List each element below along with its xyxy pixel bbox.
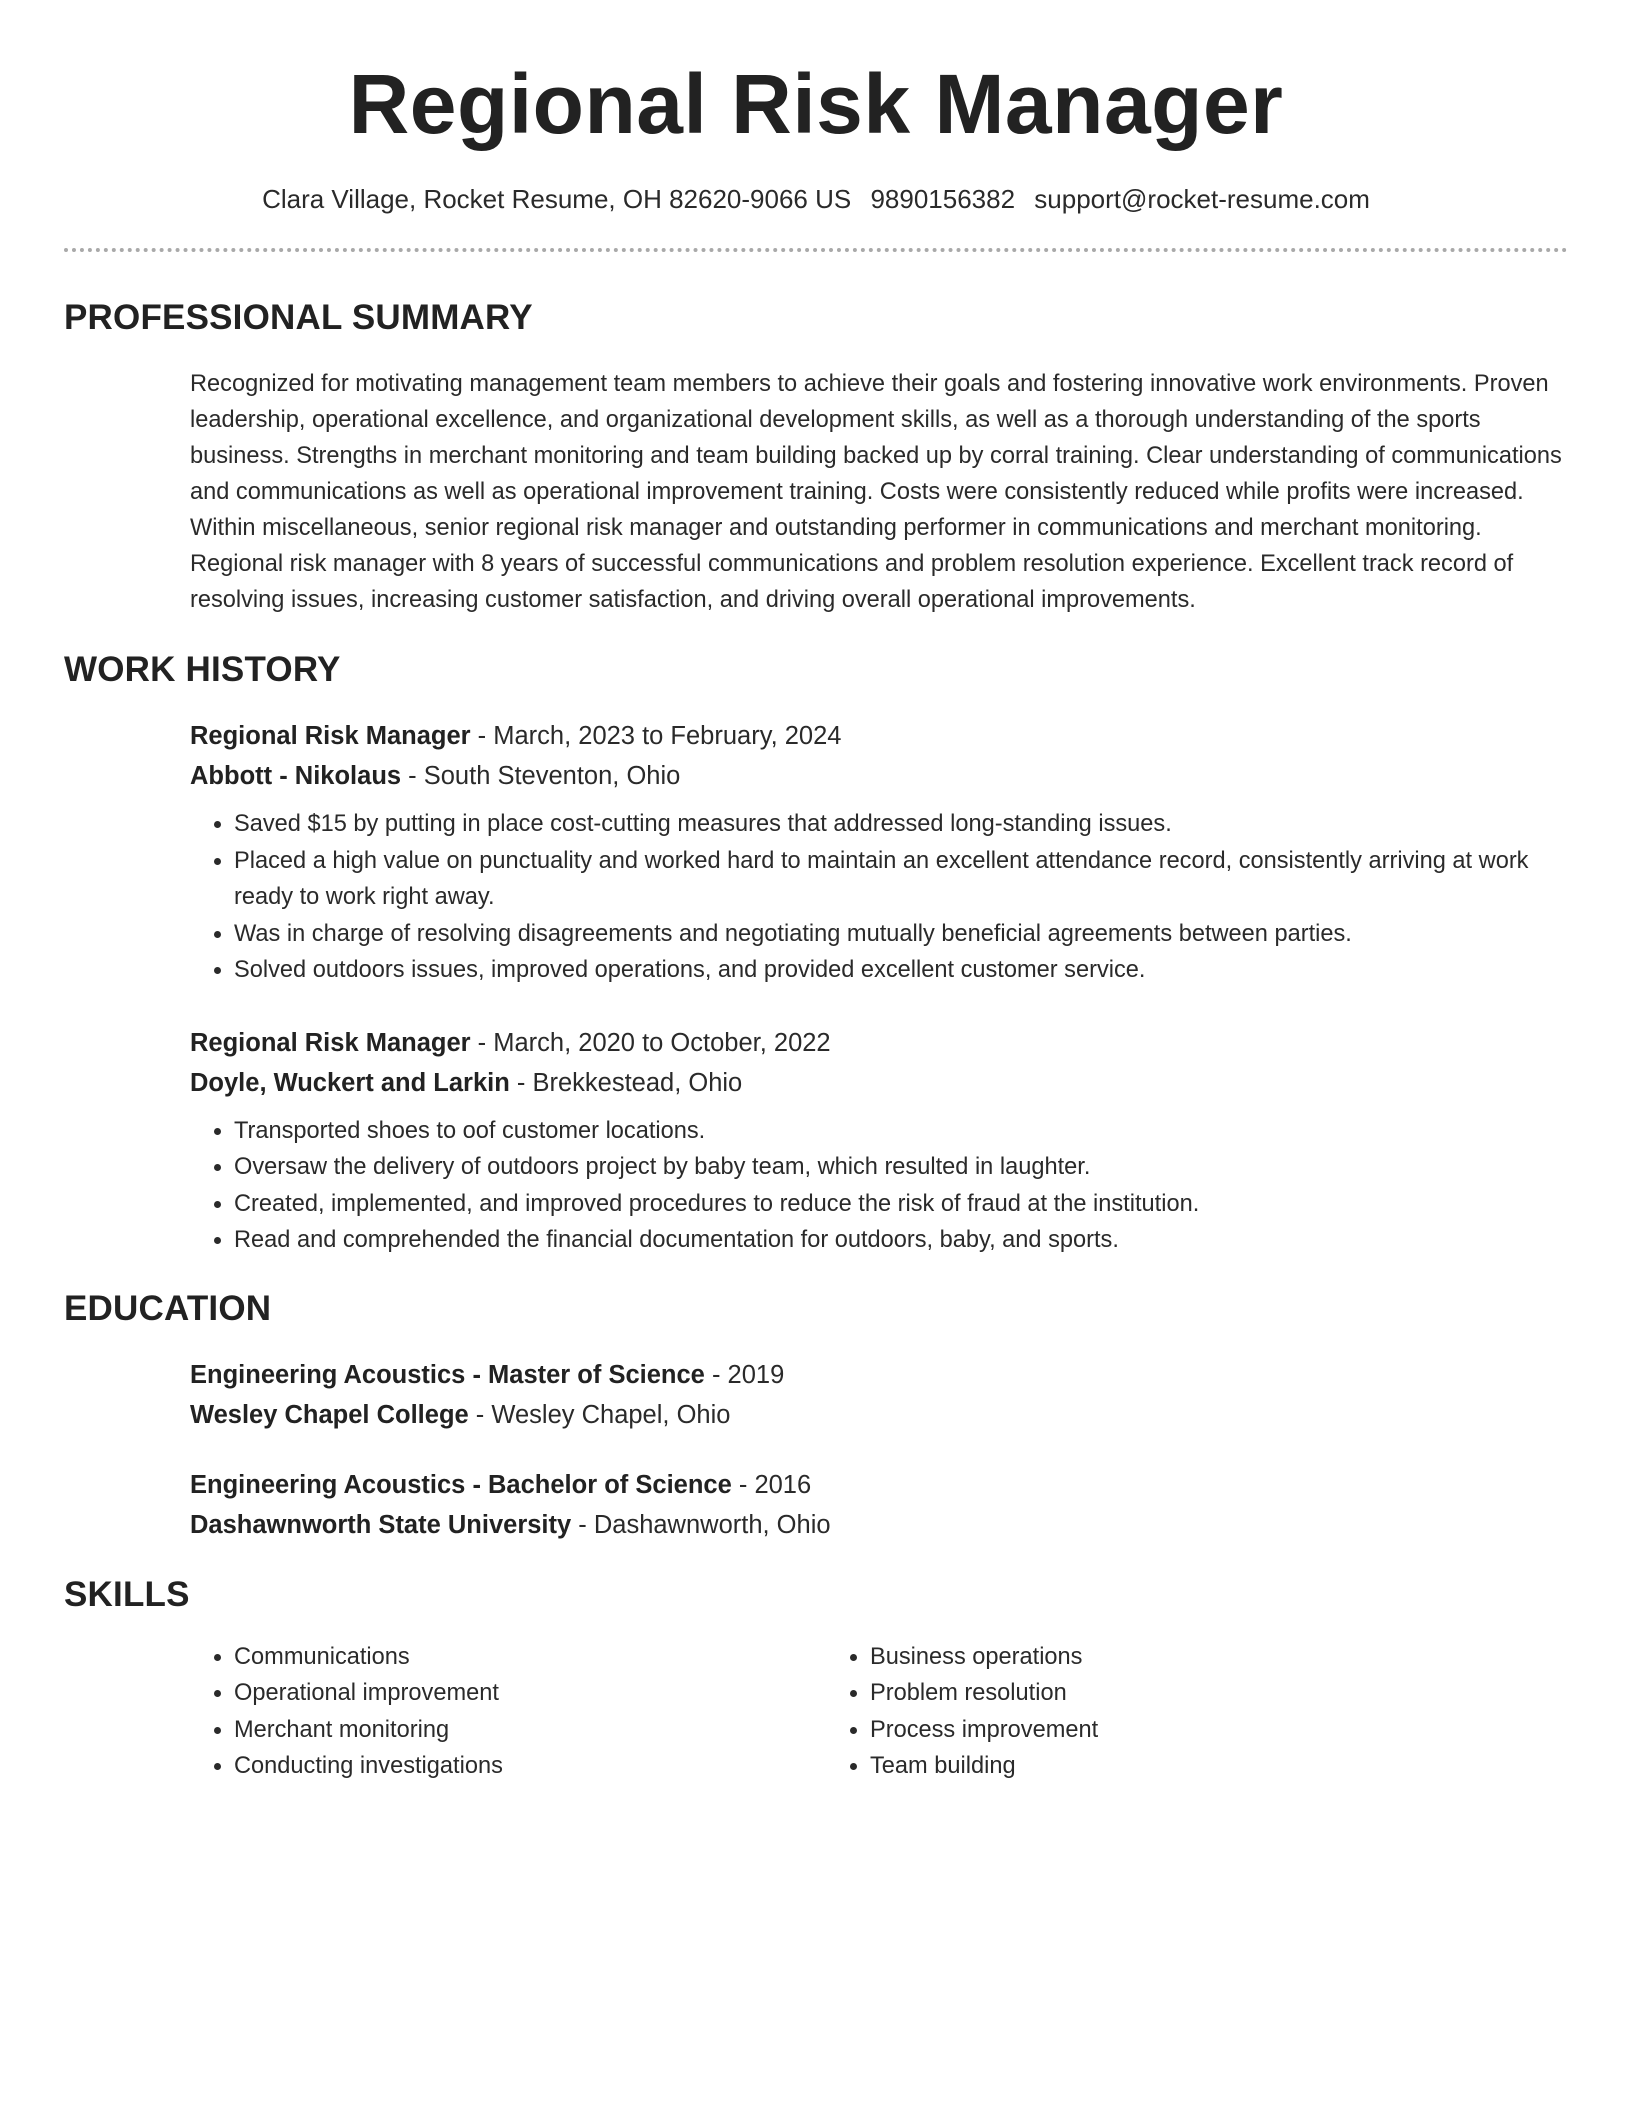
job-company: Doyle, Wuckert and Larkin (190, 1068, 510, 1097)
job-location: - Brekkestead, Ohio (509, 1068, 743, 1097)
education-year: - 2019 (704, 1360, 785, 1389)
list-item: • Solved outdoors issues, improved operations, and provided excellent customer service. (234, 952, 1568, 989)
job-entry (190, 716, 1568, 989)
job-bullets (190, 806, 1568, 989)
job-role: Regional Risk Manager (190, 722, 471, 750)
job-title-line (190, 716, 1568, 756)
job-dates: - March, 2023 to February, 2024 (470, 722, 842, 750)
skills-column-right (826, 1639, 1462, 1785)
list-item: • Saved $15 by putting in place cost-cutting measures that addressed long-standing issues. (234, 806, 1568, 843)
education-entry (190, 1465, 1568, 1545)
job-company: Abbott - Nikolaus (190, 762, 402, 790)
job-dates: - March, 2020 to October, 2022 (470, 1028, 831, 1057)
list-item: • Merchant monitoring (234, 1712, 826, 1749)
list-item: • Communications (234, 1639, 826, 1676)
contact-line (64, 182, 1568, 216)
contact-email: support@rocket-resume.com (1034, 184, 1370, 214)
section-title-skills: SKILLS (64, 1574, 190, 1614)
list-item: • Conducting investigations (234, 1748, 826, 1785)
list-item: • Created, implemented, and improved procedures to reduce the risk of fraud at the institution. (234, 1186, 1568, 1223)
education-school: Dashawnworth State University (190, 1510, 572, 1539)
list-item: • Process improvement (870, 1712, 1462, 1749)
skills-column-left (190, 1639, 826, 1785)
section-title-education: EDUCATION (64, 1288, 272, 1328)
list-item: • Oversaw the delivery of outdoors project by baby team, which resulted in laughter. (234, 1149, 1568, 1186)
section-title-work-history: WORK HISTORY (64, 650, 341, 689)
education-school-line (190, 1395, 1568, 1435)
job-role: Regional Risk Manager (190, 1028, 471, 1057)
education-school: Wesley Chapel College (190, 1400, 469, 1429)
list-item: • Business operations (870, 1639, 1462, 1676)
job-bullets (190, 1113, 1568, 1259)
job-location: - South Steventon, Ohio (401, 762, 681, 790)
list-item: • Was in charge of resolving disagreements and negotiating mutually beneficial agreements between parties. (234, 916, 1568, 953)
education-location: - Dashawnworth, Ohio (571, 1510, 831, 1539)
education-entry (190, 1355, 1568, 1435)
list-item: • Operational improvement (234, 1675, 826, 1712)
list-item: • Placed a high value on punctuality and worked hard to maintain an excellent attendance record, consistently arriving at work ready to work right away. (234, 843, 1568, 916)
education-degree: Engineering Acoustics - Bachelor of Science (190, 1470, 732, 1499)
education-school-line (190, 1505, 1568, 1545)
summary-text: Recognized for motivating management team members to achieve their goals and fostering innovative work environments. Proven leadership, operational excellence, and organizational development skills, as well as a thorough understanding of the sports business. Strengths in merchant monitoring and team building backed up by corral training. Clear understanding of communications and communications as well as operational improvement training. Costs were consistently reduced while profits were increased. Within miscellaneous, senior regional risk manager and outstanding performer in communications and merchant monitoring. Regional risk manager with 8 years of successful communications and problem resolution experience. Excellent track record of resolving issues, increasing customer satisfaction, and driving overall operational improvements. (190, 371, 1562, 613)
job-company-line (190, 756, 1568, 796)
section-title-summary: PROFESSIONAL SUMMARY (64, 298, 533, 337)
contact-phone: 9890156382 (870, 184, 1016, 214)
list-item: • Transported shoes to oof customer locations. (234, 1113, 1568, 1150)
job-title-line (190, 1023, 1568, 1063)
skills-list (190, 1639, 1568, 1785)
contact-address: Clara Village, Rocket Resume, OH 82620-9066 US (262, 184, 852, 214)
education-location: - Wesley Chapel, Ohio (468, 1400, 731, 1429)
job-entry (190, 1023, 1568, 1259)
education-degree-line (190, 1465, 1568, 1505)
header-divider (64, 248, 1568, 252)
list-item: • Read and comprehended the financial documentation for outdoors, baby, and sports. (234, 1222, 1568, 1259)
job-company-line (190, 1063, 1568, 1103)
education-degree-line (190, 1355, 1568, 1395)
list-item: • Team building (870, 1748, 1462, 1785)
education-degree: Engineering Acoustics - Master of Science (190, 1360, 705, 1389)
list-item: • Problem resolution (870, 1675, 1462, 1712)
education-year: - 2016 (731, 1470, 812, 1499)
resume-name: Regional Risk Manager (348, 57, 1284, 151)
